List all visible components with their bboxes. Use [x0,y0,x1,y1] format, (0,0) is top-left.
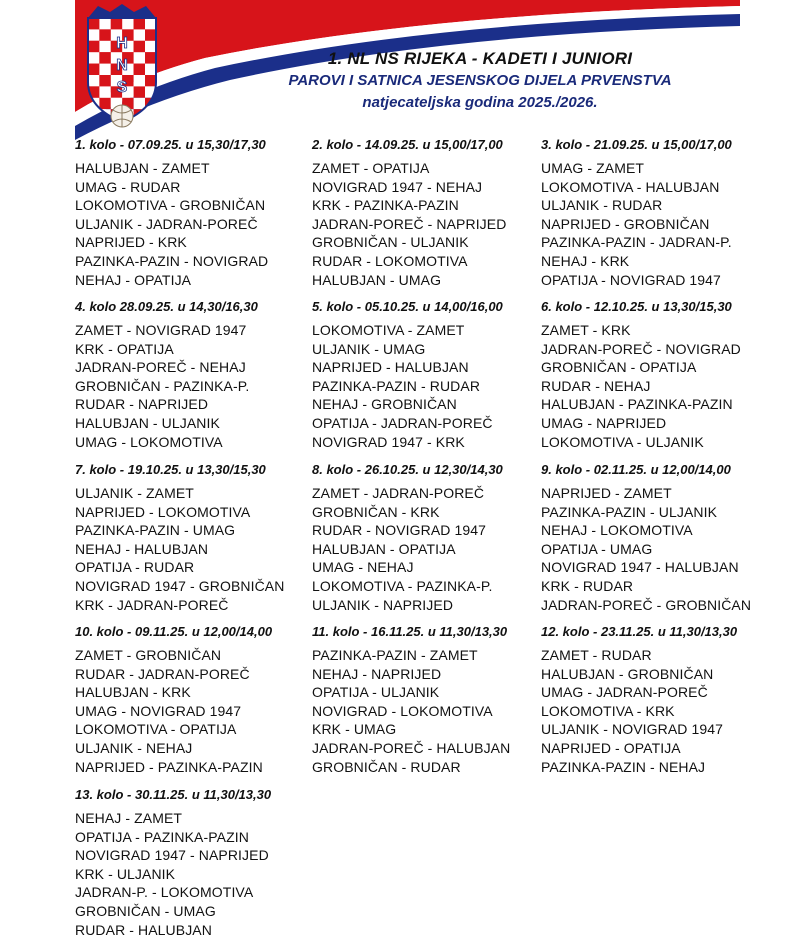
match-pairing: HALUBJAN - UMAG [312,271,442,288]
match-pairing: NEHAJ - HALUBJAN [75,540,209,557]
round-heading: 3. kolo - 21.09.25. u 15,00/17,00 [541,137,732,152]
match-pairing: NOVIGRAD 1947 - NEHAJ [312,178,483,195]
round-block [75,786,325,939]
round-block [541,136,791,289]
round-block [75,461,325,614]
match-pairing: NAPRIJED - ZAMET [541,485,672,501]
round-block [75,623,325,776]
match-pairing: KRK - JADRAN-POREČ [75,596,229,613]
match-pairing: PAZINKA-PAZIN - ZAMET [312,647,478,663]
match-pairing: RUDAR - HALUBJAN [75,921,212,938]
match-pairing: HALUBJAN - GROBNIČAN [541,665,714,682]
match-pairing: RUDAR - NEHAJ [541,377,651,394]
match-pairing: LOKOMOTIVA - OPATIJA [75,721,237,738]
match-pairing: JADRAN-POREČ - NOVIGRAD [541,340,741,357]
match-pairing: OPATIJA - PAZINKA-PAZIN [75,828,249,845]
match-pairing: OPATIJA - RUDAR [75,559,195,576]
match-pairing: NEHAJ - ZAMET [75,810,183,826]
match-pairing: NAPRIJED - LOKOMOTIVA [75,503,251,520]
match-pairing: NEHAJ - NAPRIJED [312,665,442,682]
match-pairing: PAZINKA-PAZIN - JADRAN-P. [541,234,732,251]
round-heading: 11. kolo - 16.11.25. u 11,30/13,30 [312,624,508,639]
match-pairing: NAPRIJED - HALUBJAN [312,359,469,376]
match-pairing: NOVIGRAD - LOKOMOTIVA [312,702,493,719]
document-header [200,48,760,114]
match-pairing: NEHAJ - KRK [541,252,630,269]
match-pairing: NAPRIJED - GROBNIČAN [541,215,710,232]
match-pairing: GROBNIČAN - KRK [312,503,440,520]
match-pairing: OPATIJA - JADRAN-POREČ [312,414,493,431]
match-pairing: LOKOMOTIVA - ZAMET [312,322,465,338]
match-pairing: PAZINKA-PAZIN - NEHAJ [541,758,706,775]
match-pairing: JADRAN-POREČ - GROBNIČAN [541,596,752,613]
round-heading: 2. kolo - 14.09.25. u 15,00/17,00 [312,137,503,152]
match-pairing: NEHAJ - GROBNIČAN [312,396,457,413]
round-heading: 4. kolo 28.09.25. u 14,30/16,30 [75,299,258,314]
round-block [75,298,325,451]
logo-letter-n: N [116,57,128,74]
match-pairing: UMAG - JADRAN-POREČ [541,684,708,701]
match-pairing: OPATIJA - ULJANIK [312,684,440,701]
match-pairing: RUDAR - NAPRIJED [75,396,209,413]
match-pairing: HALUBJAN - ULJANIK [75,414,220,431]
match-pairing: ULJANIK - RUDAR [541,197,663,214]
round-heading: 5. kolo - 05.10.25. u 14,00/16,00 [312,299,503,314]
round-block [312,136,562,289]
round-heading: 6. kolo - 12.10.25. u 13,30/15,30 [541,299,732,314]
match-pairing: NOVIGRAD 1947 - GROBNIČAN [75,577,285,594]
round-block [312,298,562,451]
match-pairing: LOKOMOTIVA - KRK [541,702,675,719]
match-pairing: GROBNIČAN - PAZINKA-P. [75,377,250,394]
match-pairing: ULJANIK - ZAMET [75,485,194,501]
match-pairing: UMAG - NAPRIJED [541,414,667,431]
match-pairing: UMAG - NOVIGRAD 1947 [75,702,242,719]
match-pairing: KRK - UMAG [312,721,397,738]
match-pairing: ULJANIK - NEHAJ [75,739,193,756]
round-block [312,623,562,776]
round-heading: 8. kolo - 26.10.25. u 12,30/14,30 [312,462,503,477]
match-pairing: LOKOMOTIVA - PAZINKA-P. [312,577,493,594]
match-pairing: HALUBJAN - KRK [75,684,191,701]
round-block [541,623,791,776]
match-pairing: PAZINKA-PAZIN - RUDAR [312,377,481,394]
round-heading: 10. kolo - 09.11.25. u 12,00/14,00 [75,624,273,639]
match-pairing: ZAMET - JADRAN-POREČ [312,485,485,501]
match-pairing: PAZINKA-PAZIN - NOVIGRAD [75,252,269,269]
match-pairing: NAPRIJED - OPATIJA [541,739,681,756]
match-pairing: ZAMET - RUDAR [541,647,652,663]
match-pairing: KRK - OPATIJA [75,340,174,357]
logo-letter-s: S [116,79,128,96]
match-pairing: RUDAR - NOVIGRAD 1947 [312,522,487,539]
match-pairing: OPATIJA - NOVIGRAD 1947 [541,271,721,288]
match-pairing: GROBNIČAN - ULJANIK [312,234,469,251]
match-pairing: NEHAJ - LOKOMOTIVA [541,522,693,539]
league-title: 1. NL NS RIJEKA - KADETI I JUNIORI [327,49,633,68]
match-pairing: RUDAR - JADRAN-POREČ [75,665,250,682]
match-pairing: JADRAN-POREČ - NAPRIJED [312,215,507,232]
match-pairing: ULJANIK - NAPRIJED [312,596,454,613]
schedule-subtitle: PAROVI I SATNICA JESENSKOG DIJELA PRVENSTVA [288,72,672,89]
match-pairing: NAPRIJED - PAZINKA-PAZIN [75,758,263,775]
match-pairing: ZAMET - GROBNIČAN [75,647,222,663]
match-pairing: PAZINKA-PAZIN - UMAG [75,522,236,539]
round-block [541,298,791,451]
match-pairing: LOKOMOTIVA - GROBNIČAN [75,197,266,214]
round-block [312,461,562,614]
match-pairing: ZAMET - OPATIJA [312,160,430,176]
round-heading: 7. kolo - 19.10.25. u 13,30/15,30 [75,462,266,477]
match-pairing: UMAG - RUDAR [75,178,181,195]
match-pairing: JADRAN-POREČ - HALUBJAN [312,739,511,756]
match-pairing: KRK - ULJANIK [75,865,176,882]
match-pairing: JADRAN-POREČ - NEHAJ [75,359,246,376]
match-pairing: NOVIGRAD 1947 - HALUBJAN [541,559,739,576]
match-pairing: NOVIGRAD 1947 - KRK [312,433,465,450]
match-pairing: ULJANIK - JADRAN-POREČ [75,215,258,232]
match-pairing: NAPRIJED - KRK [75,234,187,251]
round-block [541,461,791,614]
logo-letter-h: H [116,35,128,52]
match-pairing: ULJANIK - UMAG [312,340,426,357]
match-pairing: RUDAR - LOKOMOTIVA [312,252,468,269]
round-heading: 9. kolo - 02.11.25. u 12,00/14,00 [541,462,731,477]
match-pairing: HALUBJAN - PAZINKA-PAZIN [541,396,733,413]
match-pairing: KRK - RUDAR [541,577,634,594]
match-pairing: KRK - PAZINKA-PAZIN [312,197,459,214]
round-heading: 13. kolo - 30.11.25. u 11,30/13,30 [75,787,272,802]
match-pairing: HALUBJAN - ZAMET [75,160,210,176]
match-pairing: LOKOMOTIVA - ULJANIK [541,433,704,450]
match-pairing: LOKOMOTIVA - HALUBJAN [541,178,720,195]
match-pairing: ZAMET - NOVIGRAD 1947 [75,322,247,338]
match-pairing: OPATIJA - UMAG [541,540,653,557]
match-pairing: PAZINKA-PAZIN - ULJANIK [541,503,718,520]
match-pairing: UMAG - NEHAJ [312,559,414,576]
match-pairing: GROBNIČAN - UMAG [75,902,216,919]
match-pairing: GROBNIČAN - RUDAR [312,758,461,775]
match-pairing: UMAG - LOKOMOTIVA [75,433,223,450]
match-pairing: GROBNIČAN - OPATIJA [541,359,697,376]
match-pairing: UMAG - ZAMET [541,160,645,176]
match-pairing: ZAMET - KRK [541,322,631,338]
round-block [75,136,325,289]
round-heading: 1. kolo - 07.09.25. u 15,30/17,30 [75,137,266,152]
match-pairing: ULJANIK - NOVIGRAD 1947 [541,721,724,738]
match-pairing: NEHAJ - OPATIJA [75,271,192,288]
season-line: natjecateljska godina 2025./2026. [362,94,598,111]
round-heading: 12. kolo - 23.11.25. u 11,30/13,30 [541,624,738,639]
match-pairing: JADRAN-P. - LOKOMOTIVA [75,884,254,901]
match-pairing: HALUBJAN - OPATIJA [312,540,456,557]
hns-logo [82,4,162,134]
match-pairing: NOVIGRAD 1947 - NAPRIJED [75,847,269,864]
